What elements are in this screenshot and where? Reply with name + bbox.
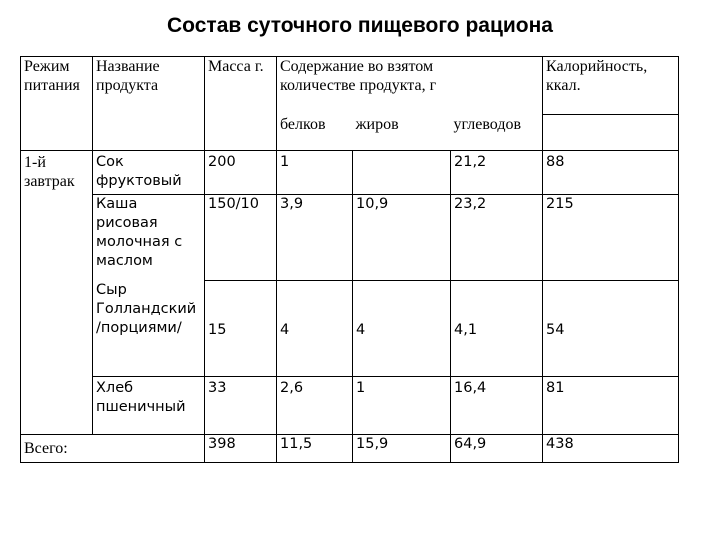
header-content — [277, 57, 543, 115]
product-cell — [93, 195, 205, 281]
proteins-cell: 1 — [277, 151, 353, 195]
product-line: Голландский — [96, 300, 197, 317]
carbs-cell: 4,1 — [451, 281, 543, 377]
calories-cell: 215 — [543, 195, 679, 281]
total-mass: 398 — [205, 435, 277, 463]
product-line: Каша — [96, 196, 138, 212]
fats-cell: 4 — [353, 281, 451, 377]
header-product — [93, 57, 205, 151]
fats-cell — [353, 151, 451, 195]
table-row — [21, 377, 679, 435]
product-cell — [93, 151, 205, 195]
carbs-cell: 21,2 — [451, 151, 543, 195]
table-row — [21, 151, 679, 195]
meal-cell — [21, 151, 93, 435]
proteins-cell: 3,9 — [277, 195, 353, 281]
product-cell — [93, 377, 205, 435]
total-proteins: 11,5 — [277, 435, 353, 463]
calories-cell: 54 — [543, 281, 679, 377]
proteins-cell: 2,6 — [277, 377, 353, 435]
ration-table — [20, 56, 679, 463]
product-line: фруктовый — [96, 173, 182, 189]
header-content-line2: количестве продукта, г — [280, 77, 437, 94]
header-mode — [21, 57, 93, 151]
product-line: пшеничный — [96, 399, 186, 415]
header-mode-line2: питания — [24, 77, 80, 94]
header-calories-line2: ккал. — [546, 77, 581, 94]
total-row — [21, 435, 679, 463]
mass-cell: 200 — [205, 151, 277, 195]
header-calories-line1: Калорийность, — [546, 58, 648, 75]
carbs-cell: 16,4 — [451, 377, 543, 435]
product-line: Хлеб — [96, 380, 134, 396]
product-cell — [93, 281, 205, 377]
product-line: /порциями/ — [96, 319, 182, 336]
fats-cell: 1 — [353, 377, 451, 435]
table-row — [21, 281, 679, 377]
product-line: рисовая — [96, 215, 158, 231]
meal-line2: завтрак — [24, 173, 75, 190]
header-product-line2: продукта — [96, 77, 159, 94]
page-title: Состав суточного пищевого рациона — [167, 14, 553, 37]
header-mode-line1: Режим — [24, 58, 70, 75]
product-line: Сыр — [96, 281, 127, 298]
meal-line1: 1-й — [24, 154, 46, 171]
proteins-cell: 4 — [277, 281, 353, 377]
total-carbs: 64,9 — [451, 435, 543, 463]
header-row — [21, 57, 679, 115]
table-row — [21, 195, 679, 281]
header-carbs: углеводов — [451, 115, 543, 151]
total-label: Всего: — [21, 435, 205, 463]
mass-cell: 15 — [205, 281, 277, 377]
header-mass: Масса г. — [205, 57, 277, 151]
carbs-cell: 23,2 — [451, 195, 543, 281]
header-proteins: белков — [277, 115, 353, 151]
calories-cell: 88 — [543, 151, 679, 195]
product-line: молочная с — [96, 234, 183, 250]
header-product-line1: Название — [96, 58, 160, 75]
fats-cell: 10,9 — [353, 195, 451, 281]
header-calories — [543, 57, 679, 115]
calories-cell: 81 — [543, 377, 679, 435]
total-calories: 438 — [543, 435, 679, 463]
mass-cell: 33 — [205, 377, 277, 435]
product-line: Сок — [96, 154, 124, 170]
mass-cell: 150/10 — [205, 195, 277, 281]
header-content-line1: Содержание во взятом — [280, 58, 434, 75]
header-calories-blank — [543, 115, 679, 151]
product-line: маслом — [96, 253, 153, 269]
header-fats: жиров — [353, 115, 451, 151]
total-fats: 15,9 — [353, 435, 451, 463]
